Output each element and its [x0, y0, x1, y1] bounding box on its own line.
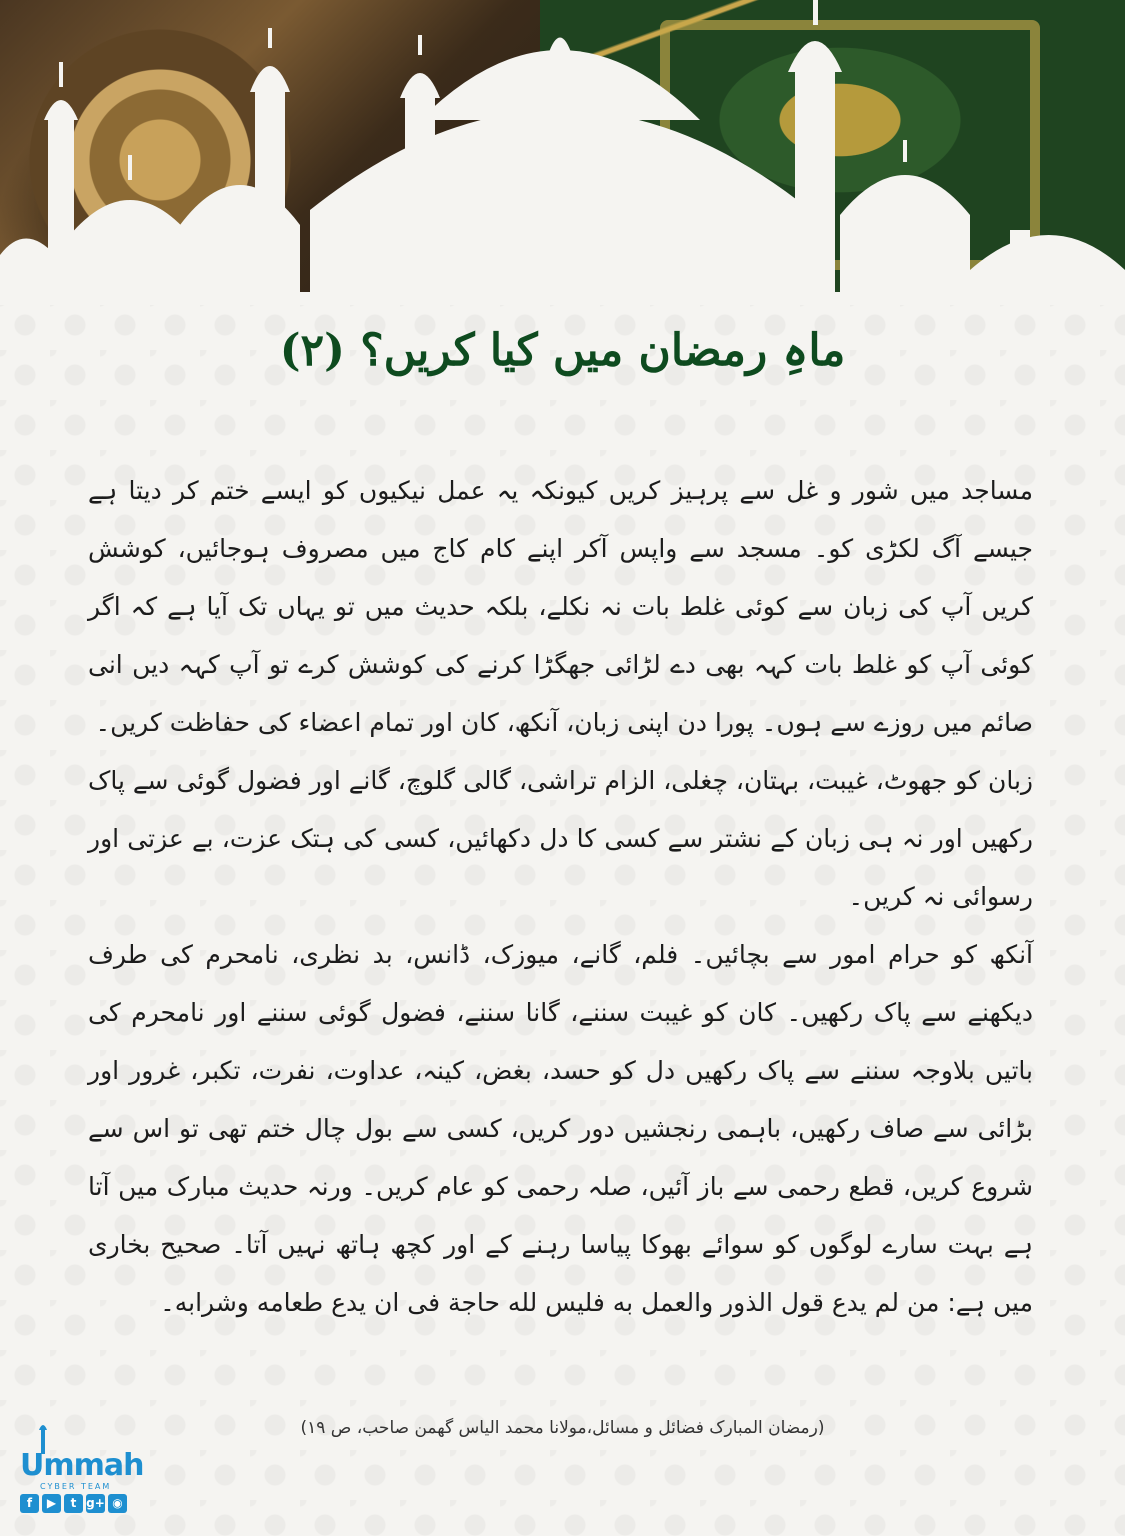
- article-body: [88, 462, 1033, 1332]
- social-icons: [20, 1494, 127, 1513]
- logo-subtitle: CYBER TEAM: [40, 1482, 112, 1491]
- google-plus-icon[interactable]: g+: [86, 1494, 105, 1513]
- paragraph-1: مساجد میں شور و غل سے پرہیز کریں کیونکہ یہ عمل نیکیوں کو ایسے ختم کر دیتا ہے جیسے آگ لکڑی کو۔ مسجد سے واپس آکر اپنے کام کاج میں مصروف ہوجائیں، کوشش کریں آپ کی زبان سے کوئی غلط بات نہ نکلے، بلکہ حدیث میں تو یہاں تک آیا ہے کہ اگر کوئی آپ کو غلط بات کہہ بھی دے لڑائی جھگڑا کرنے کی کوشش کرے تو آپ کہہ دیں انی صائم میں روزے سے ہوں۔ پورا دن اپنی زبان، آنکھ، کان اور تمام اعضاء کی حفاظت کریں۔: [88, 476, 1033, 737]
- page-title: ماہِ رمضان میں کیا کریں؟ (۲): [279, 325, 846, 376]
- logo-name: Ummah: [20, 1448, 144, 1483]
- facebook-icon[interactable]: f: [20, 1494, 39, 1513]
- mosque-silhouette: [0, 0, 1125, 305]
- paragraph-3: آنکھ کو حرام امور سے بچائیں۔ فلم، گانے، میوزک، ڈانس، بد نظری، نامحرم کی طرف دیکھنے سے پاک رکھیں۔ کان کو غیبت سننے، گانا سننے، فضول گوئی سننے اور نامحرم کی باتیں بلاوجہ سننے سے پاک رکھیں دل کو حسد، بغض، کینہ، عداوت، نفرت، تکبر، غرور اور بڑائی سے صاف رکھیں، باہمی رنجشیں دور کریں، کسی سے بول چال ختم تھی تو اس سے شروع کریں، قطع رحمی سے باز آئیں، صلہ رحمی کو عام کریں۔ ورنہ حدیث مبارک میں آتا ہے بہت سارے لوگوں کو سوائے بھوکا پیاسا رہنے کے اور کچھ ہاتھ نہیں آتا۔ صحیح بخاری میں ہے: من لم یدع قول الذور والعمل به فلیس لله حاجة فی ان یدع طعامه وشرابه۔: [88, 940, 1033, 1317]
- ummah-logo: [14, 1420, 154, 1520]
- instagram-icon[interactable]: ◉: [108, 1494, 127, 1513]
- twitter-icon[interactable]: t: [64, 1494, 83, 1513]
- source-citation: (رمضان المبارک فضائل و مسائل،مولانا محمد الیاس گھمن صاحب، ص ۱۹): [300, 1418, 825, 1438]
- paragraph-2: زبان کو جھوٹ، غیبت، بہتان، چغلی، الزام تراشی، گالی گلوچ، گانے اور فضول گوئی سے پاک رکھیں اور نہ ہی زبان کے نشتر سے کسی کا دل دکھائیں، کسی کی ہتک عزت، بے عزتی اور رسوائی نہ کریں۔: [88, 766, 1033, 911]
- youtube-icon[interactable]: ▶: [42, 1494, 61, 1513]
